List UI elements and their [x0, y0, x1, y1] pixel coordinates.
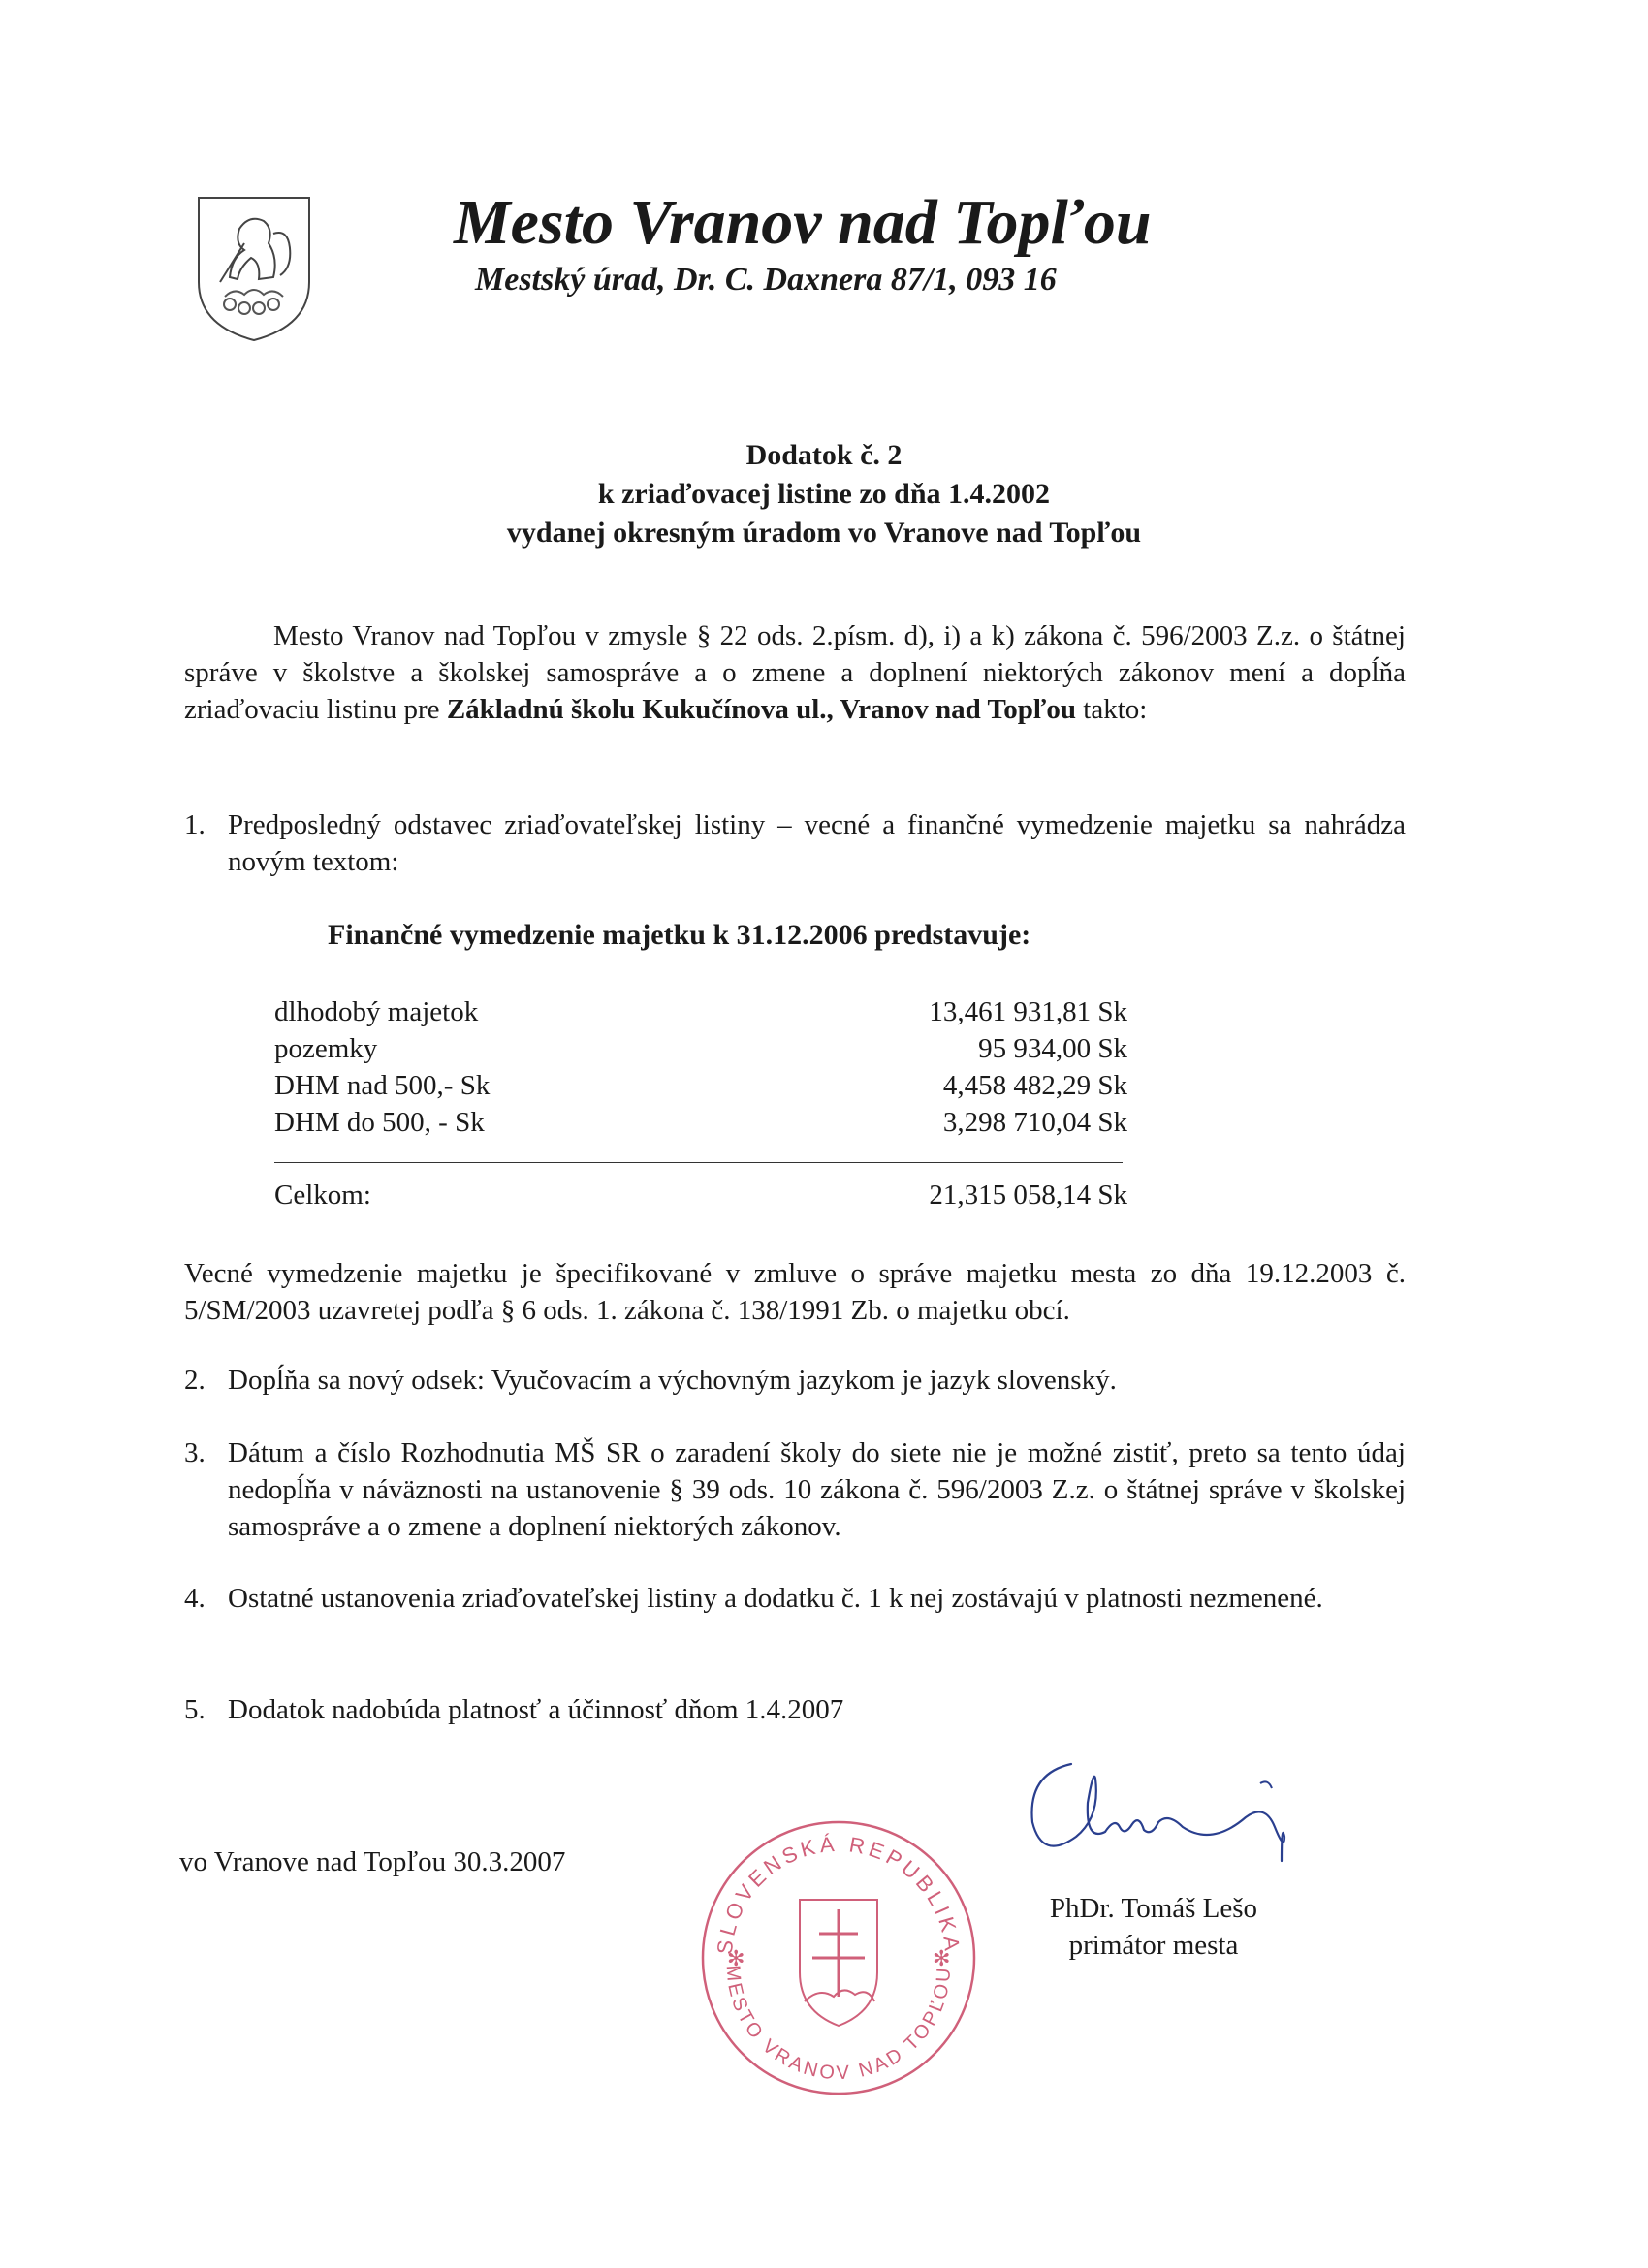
list-item-number: 3. — [184, 1437, 206, 1468]
signature-icon — [1018, 1745, 1386, 1890]
table-row — [274, 1030, 1127, 1067]
signatory-block — [1042, 1890, 1265, 1964]
property-specification-paragraph: Vecné vymedzenie majetku je špecifikované v zmluve o správe majetku mesta zo dňa 19.12.2003 č. 5/SM/2003 uzavretej podľa § 6 ods. 1. zákona č. 138/1991 Zb. o majetku obcí. — [184, 1258, 1406, 1326]
row-value: 95 934,00 Sk — [978, 1033, 1127, 1064]
list-item-number: 1. — [184, 809, 206, 840]
intro-text-after: takto: — [1076, 694, 1148, 725]
stamp-outer-text: SLOVENSKÁ REPUBLIKA — [712, 1831, 966, 1956]
financial-title: Finančné vymedzenie majetku k 31.12.2006 predstavuje: — [328, 919, 1031, 951]
list-item — [184, 1691, 1406, 1728]
list-item-text: Predposledný odstavec zriaďovateľskej listiny – vecné a finančné vymedzenie majetku sa nahrádza novým textom: — [228, 809, 1406, 877]
row-value: 13,461 931,81 Sk — [929, 996, 1127, 1027]
signatory-title: primátor mesta — [1068, 1930, 1239, 1961]
total-label: Celkom: — [274, 1180, 371, 1211]
place-and-date: vo Vranove nad Topľou 30.3.2007 — [179, 1846, 566, 1877]
financial-table — [274, 993, 1127, 1213]
intro-text-before: Mesto Vranov nad Topľou v zmysle § 22 ods. 2.písm. d), i) a k) zákona č. 596/2003 Z.z. o štátnej správe v školstve a školskej samospráve a o zmene a doplnení niektorých zákonov mení a dopĺňa zriaďovaciu listinu pre — [184, 620, 1406, 725]
row-value: 4,458 482,29 Sk — [942, 1070, 1127, 1101]
svg-text:✻: ✻ — [933, 1946, 951, 1970]
office-address: Mestský úrad, Dr. C. Daxnera 87/1, 093 16 — [475, 262, 1057, 298]
heading-line-2: k zriaďovacej listine zo dňa 1.4.2002 — [597, 478, 1051, 510]
official-round-stamp-icon — [688, 1803, 989, 2103]
row-value: 3,298 710,04 Sk — [942, 1107, 1127, 1138]
list-item-text: Dodatok nadobúda platnosť a účinnosť dňom 1.4.2007 — [228, 1694, 844, 1725]
row-label: DHM do 500, - Sk — [274, 1107, 485, 1138]
signatory-name: PhDr. Tomáš Lešo — [1049, 1893, 1258, 1924]
table-row — [274, 1067, 1127, 1104]
list-item — [184, 1362, 1406, 1399]
list-item-text: Ostatné ustanovenia zriaďovateľskej listiny a dodatku č. 1 k nej zostávajú v platnosti nezmenené. — [228, 1583, 1323, 1614]
table-row — [274, 1104, 1127, 1141]
heading-line-3: vydanej okresným úradom vo Vranove nad Topľou — [506, 517, 1142, 549]
list-item — [184, 1434, 1406, 1545]
total-row — [274, 1177, 1127, 1213]
intro-paragraph — [184, 617, 1406, 728]
heading-line-1: Dodatok č. 2 — [745, 439, 903, 471]
document-heading — [291, 436, 1357, 552]
list-item-number: 5. — [184, 1694, 206, 1725]
stamp-lower-text: MESTO VRANOV NAD TOPĽOU — [721, 1964, 956, 2085]
list-item-number: 2. — [184, 1365, 206, 1396]
list-item — [184, 1580, 1406, 1617]
total-divider — [274, 1162, 1123, 1163]
row-label: pozemky — [274, 1033, 378, 1064]
total-value: 21,315 058,14 Sk — [929, 1180, 1127, 1211]
vranov-coat-of-arms-icon — [191, 190, 317, 345]
row-label: dlhodobý majetok — [274, 996, 479, 1027]
list-item-text: Dátum a číslo Rozhodnutia MŠ SR o zaradení školy do siete nie je možné zistiť, preto sa tento údaj nedopĺňa v náväznosti na ustanovenie § 39 ods. 10 zákona č. 596/2003 Z.z. o štátnej správe v školskej samospráve a o zmene a doplnení niektorých zákonov. — [228, 1437, 1406, 1542]
city-title: Mesto Vranov nad Topľou — [454, 187, 1152, 258]
list-item — [184, 806, 1406, 880]
list-item-text: Dopĺňa sa nový odsek: Vyučovacím a výchovným jazykom je jazyk slovenský. — [228, 1365, 1117, 1396]
svg-text:✻: ✻ — [727, 1946, 745, 1970]
row-label: DHM nad 500,- Sk — [274, 1070, 491, 1101]
list-item-number: 4. — [184, 1583, 206, 1614]
table-row — [274, 993, 1127, 1030]
school-name: Základnú školu Kukučínova ul., Vranov nad Topľou — [446, 694, 1077, 725]
